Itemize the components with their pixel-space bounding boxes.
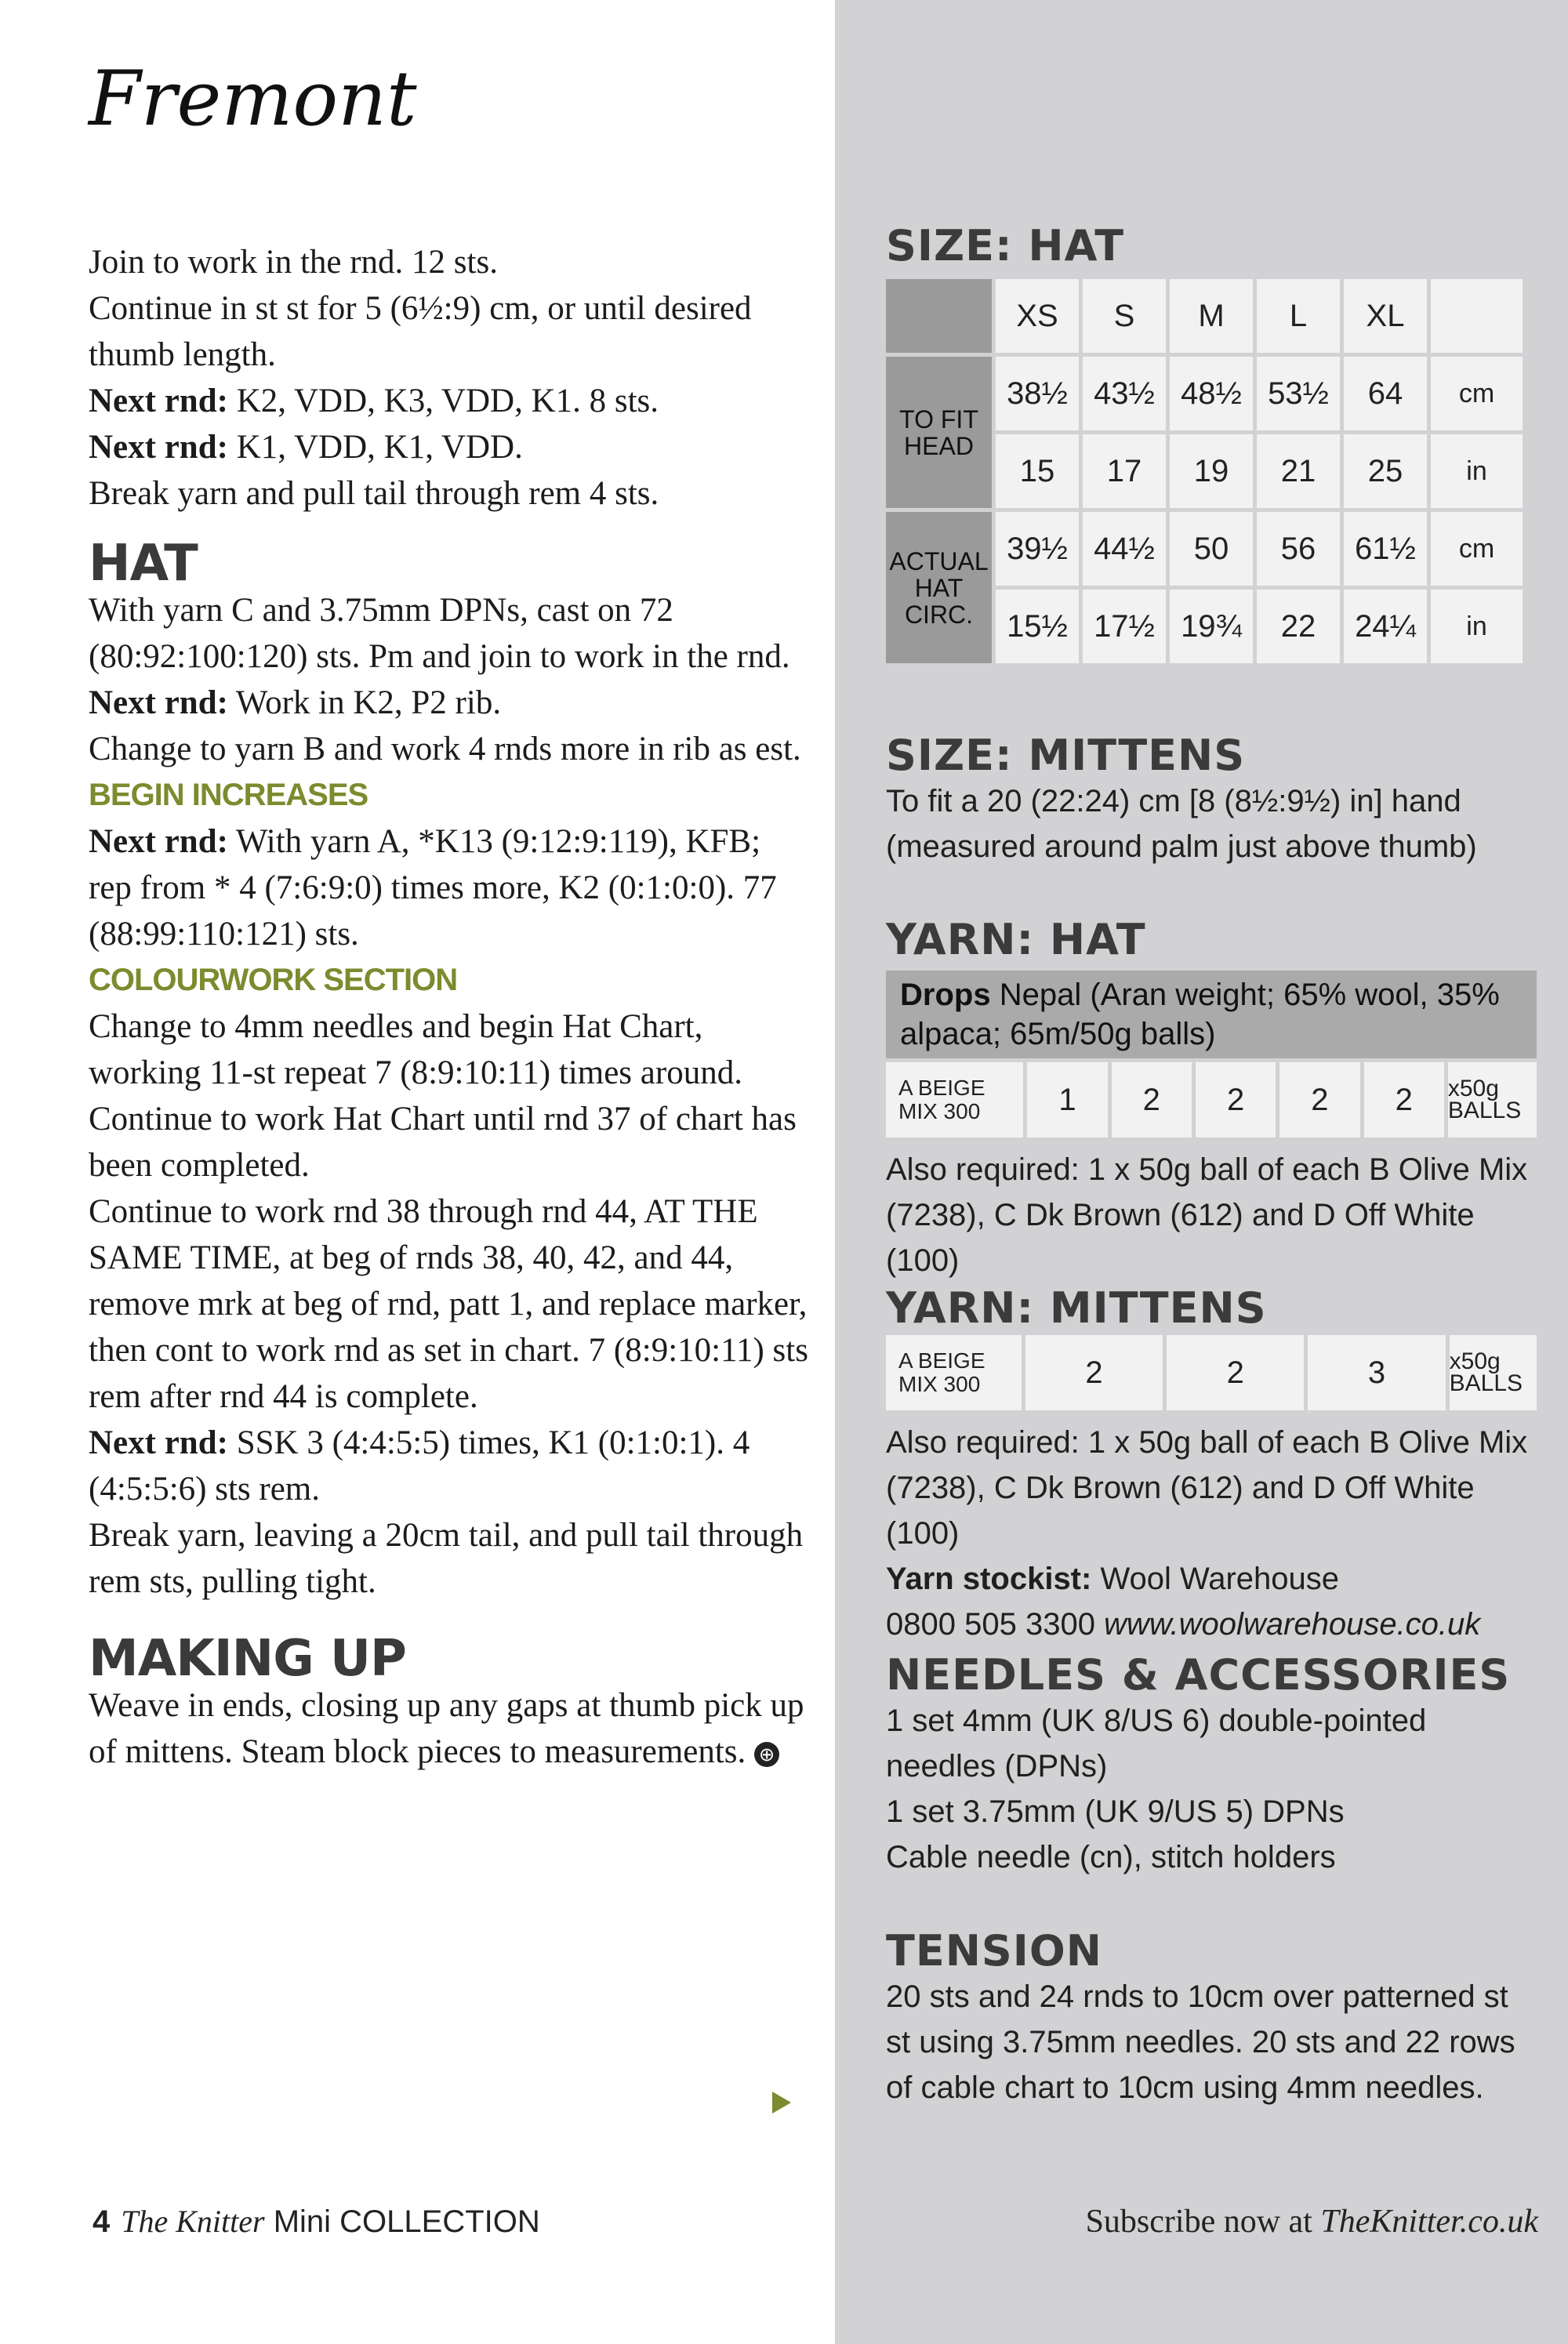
thumb-line: Break yarn and pull tail through rem 4 sts. — [89, 475, 659, 512]
yarn-mittens-also-required: Also required: 1 x 50g ball of each B Olive Mix (7238), C Dk Brown (612) and D Off White (100) — [886, 1425, 1528, 1551]
thumb-line: Join to work in the rnd. 12 sts. — [89, 244, 498, 281]
size-mittens-section — [886, 733, 1537, 869]
yarn-stockist: Yarn stockist: Wool Warehouse — [886, 1562, 1340, 1596]
yarn-hat-quantities — [886, 1062, 1537, 1138]
unit-blank — [1431, 279, 1523, 353]
table-cell: 39½ — [996, 512, 1079, 586]
yarn-brand: Drops — [900, 978, 991, 1012]
needles-section — [886, 1650, 1537, 1880]
colour-line: Next rnd: SSK 3 (4:4:5:5) times, K1 (0:1:0:1). 4 (4:5:5:6) sts rem. — [89, 1424, 750, 1508]
table-cell: 17 — [1083, 434, 1166, 508]
thumb-line: Continue in st st for 5 (6½:9) cm, or until desired thumb length. — [89, 290, 752, 373]
balls-unit: x50g BALLS — [1448, 1062, 1537, 1138]
magazine-subtitle: Mini COLLECTION — [264, 2204, 540, 2239]
footer-left — [93, 2203, 540, 2240]
thumb-line: Next rnd: K1, VDD, K1, VDD. — [89, 429, 523, 466]
ball-count: 3 — [1308, 1335, 1445, 1410]
table-cell: 22 — [1257, 590, 1340, 663]
subscribe-url[interactable]: TheKnitter.co.uk — [1320, 2204, 1538, 2240]
end-symbol-icon: ⊕ — [754, 1742, 779, 1767]
actual-hat-circ-label: ACTUAL HAT CIRC. — [886, 512, 992, 663]
table-cell: 21 — [1257, 434, 1340, 508]
yarn-hat-heading: YARN: HAT — [886, 915, 1146, 964]
table-cell: 56 — [1257, 512, 1340, 586]
table-cell: 15½ — [996, 590, 1079, 663]
ball-count: 2 — [1196, 1062, 1276, 1138]
size-m: M — [1170, 279, 1253, 353]
making-up-text: Weave in ends, closing up any gaps at thumb pick up of mittens. Steam block pieces to measurements. ⊕ — [89, 1687, 804, 1770]
colour-line: Change to 4mm needles and begin Hat Chart, working 11-st repeat 7 (8:9:10:11) times around. — [89, 1008, 742, 1091]
hat-heading: HAT — [89, 535, 198, 593]
thumb-instructions — [89, 239, 810, 517]
thumb-line: Next rnd: K2, VDD, K3, VDD, K1. 8 sts. — [89, 383, 659, 419]
size-hat-section — [886, 223, 1537, 667]
table-row — [886, 512, 1523, 586]
table-row — [886, 357, 1523, 430]
ball-count: 2 — [1364, 1062, 1444, 1138]
yarn-hat-also-required: Also required: 1 x 50g ball of each B Olive Mix (7238), C Dk Brown (612) and D Off White (100) — [886, 1152, 1528, 1278]
table-cell: 43½ — [1083, 357, 1166, 430]
yarn-colour-label: A BEIGE MIX 300 — [886, 1335, 1022, 1410]
size-hat-heading: SIZE: HAT — [886, 221, 1125, 270]
colour-line: Break yarn, leaving a 20cm tail, and pull tail through rem sts, pulling tight. — [89, 1517, 804, 1600]
tension-text: 20 sts and 24 rnds to 10cm over patterned st st using 3.75mm needles. 20 sts and 22 rows of cable chart to 10cm using 4mm needles. — [886, 1979, 1515, 2105]
size-mittens-heading: SIZE: MITTENS — [886, 731, 1246, 780]
yarn-colour-label: A BEIGE MIX 300 — [886, 1062, 1023, 1138]
to-fit-head-label: TO FIT HEAD — [886, 357, 992, 508]
stockist-url[interactable]: www.woolwarehouse.co.uk — [1104, 1607, 1481, 1642]
table-cell: 48½ — [1170, 357, 1253, 430]
table-cell: 44½ — [1083, 512, 1166, 586]
ball-count: 2 — [1112, 1062, 1192, 1138]
subscribe-text: Subscribe now at — [1085, 2204, 1321, 2240]
size-mittens-text: To fit a 20 (22:24) cm [8 (8½:9½) in] hand (measured around palm just above thumb) — [886, 784, 1477, 864]
table-cell: 17½ — [1083, 590, 1166, 663]
colour-line: Continue to work rnd 38 through rnd 44, AT THE SAME TIME, at beg of rnds 38, 40, 42, and 44, remove mrk at beg of rnd, patt 1, and replace marker, then cont to work rnd as set in chart. 7 (8:9:10:11) sts rem after rnd 44 is complete. — [89, 1193, 808, 1415]
table-cell: 38½ — [996, 357, 1079, 430]
continue-arrow-icon — [772, 2092, 791, 2114]
yarn-stockist-contact: 0800 505 3300 www.woolwarehouse.co.uk — [886, 1607, 1481, 1642]
needles-heading: NEEDLES & ACCESSORIES — [886, 1650, 1511, 1700]
table-cell: 64 — [1344, 357, 1427, 430]
hat-line: Next rnd: Work in K2, P2 rib. — [89, 684, 502, 721]
needles-item: 1 set 4mm (UK 8/US 6) double-pointed needles (DPNs) — [886, 1704, 1427, 1783]
size-xl: XL — [1344, 279, 1427, 353]
increases-line: Next rnd: With yarn A, *K13 (9:12:9:119), KFB; rep from * 4 (7:6:9:0) times more, K2 (0:1:0:0). 77 (88:99:110:121) sts. — [89, 823, 777, 952]
unit-cm: cm — [1431, 512, 1523, 586]
size-s: S — [1083, 279, 1166, 353]
balls-unit: x50g BALLS — [1450, 1335, 1537, 1410]
colour-line: Continue to work Hat Chart until rnd 37 of chart has been completed. — [89, 1101, 797, 1184]
table-cell: 50 — [1170, 512, 1253, 586]
table-cell: 19¾ — [1170, 590, 1253, 663]
hat-section — [89, 535, 810, 1775]
tension-heading: TENSION — [886, 1926, 1102, 1976]
yarn-description-box — [886, 971, 1537, 1058]
ball-count: 2 — [1167, 1335, 1304, 1410]
table-cell: 53½ — [1257, 357, 1340, 430]
colourwork-heading: COLOURWORK SECTION — [89, 963, 458, 997]
size-hat-table — [882, 275, 1526, 667]
hat-line: Change to yarn B and work 4 rnds more in rib as est. — [89, 731, 801, 767]
page-title: Fremont — [89, 55, 417, 143]
ball-count: 2 — [1279, 1062, 1359, 1138]
ball-count: 2 — [1025, 1335, 1163, 1410]
table-row — [886, 279, 1523, 353]
yarn-hat-section — [886, 917, 1537, 1283]
table-cell: 19 — [1170, 434, 1253, 508]
tension-section — [886, 1926, 1537, 2110]
yarn-description: Nepal (Aran weight; 65% wool, 35% alpaca; 65m/50g balls) — [900, 978, 1500, 1051]
needles-item: Cable needle (cn), stitch holders — [886, 1840, 1336, 1874]
unit-cm: cm — [1431, 357, 1523, 430]
yarn-mittens-heading: YARN: MITTENS — [886, 1283, 1267, 1333]
table-cell: 24¼ — [1344, 590, 1427, 663]
yarn-mittens-section — [886, 1283, 1537, 1647]
unit-in: in — [1431, 434, 1523, 508]
ball-count: 1 — [1027, 1062, 1107, 1138]
size-l: L — [1257, 279, 1340, 353]
needles-item: 1 set 3.75mm (UK 9/US 5) DPNs — [886, 1794, 1345, 1829]
page-number: 4 — [93, 2204, 111, 2239]
size-xs: XS — [996, 279, 1079, 353]
table-cell: 15 — [996, 434, 1079, 508]
magazine-title: The Knitter — [121, 2204, 265, 2239]
unit-in: in — [1431, 590, 1523, 663]
increases-heading: BEGIN INCREASES — [89, 778, 368, 812]
footer-right — [1086, 2203, 1538, 2241]
table-corner — [886, 279, 992, 353]
table-cell: 25 — [1344, 434, 1427, 508]
table-cell: 61½ — [1344, 512, 1427, 586]
making-up-heading: MAKING UP — [89, 1630, 406, 1688]
hat-line: With yarn C and 3.75mm DPNs, cast on 72 (80:92:100:120) sts. Pm and join to work in the rnd. — [89, 592, 790, 675]
yarn-mittens-quantities — [886, 1335, 1537, 1410]
